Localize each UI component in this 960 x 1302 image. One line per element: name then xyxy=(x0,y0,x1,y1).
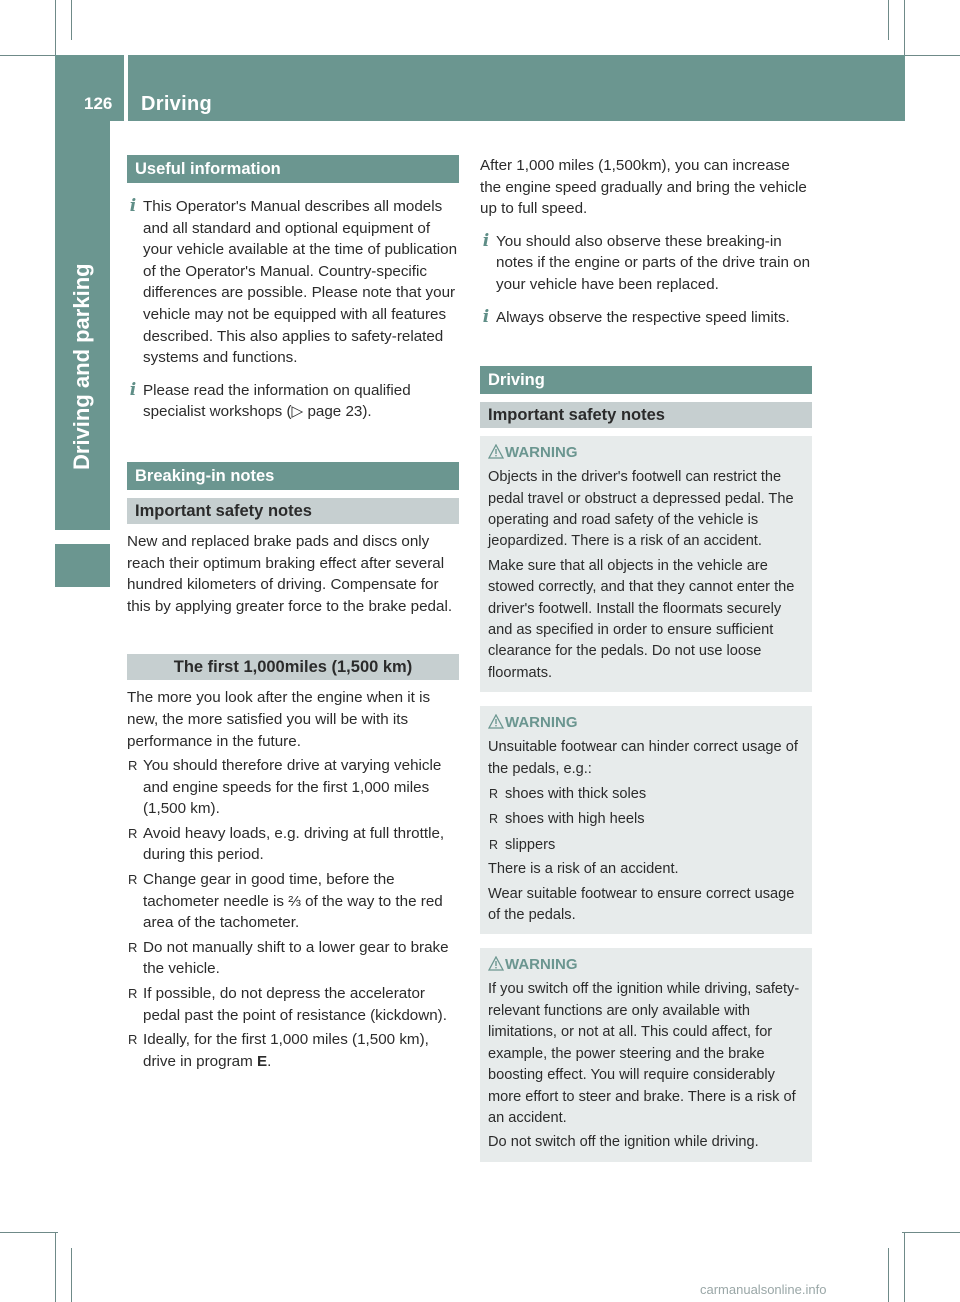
page-number: 126 xyxy=(84,94,113,113)
list-item: R You should therefore drive at varying vehicle and engine speeds for the first 1,000 miles (1,500 km). xyxy=(127,755,459,820)
warning-box xyxy=(480,436,812,692)
warning-text: There is a risk of an accident. xyxy=(488,861,679,878)
warning-text: Unsuitable footwear can hinder correct usage of the pedals, e.g.: xyxy=(488,739,798,777)
crop-mark xyxy=(888,1248,889,1302)
info-note-text: This Operator's Manual describes all models and all standard and optional equipment of your vehicle available at the time of publication of the Operator's Manual. Country-specific differences are possible. Please note that your vehicle may not be equipped with all features described. This also applies to safety-related systems and functions. xyxy=(143,198,458,367)
warning-text: If you switch off the ignition while driving, safety-relevant functions are only available with limitations, or not at all. This could affect, for example, the power steering and the brake boosting effect. You will require considerably more effort to steer and brake. There is a risk of an accident. xyxy=(488,981,800,1126)
info-note xyxy=(480,307,812,329)
warning-title xyxy=(488,442,804,464)
right-column xyxy=(480,155,812,1162)
info-note xyxy=(127,196,459,369)
footwear-list xyxy=(488,784,804,856)
crop-mark xyxy=(902,55,960,56)
crop-mark xyxy=(904,1232,905,1302)
warning-triangle-icon xyxy=(488,956,504,971)
warning-box xyxy=(480,948,812,1161)
info-icon: i xyxy=(129,379,137,400)
program-letter: E xyxy=(256,1052,268,1070)
warning-text: Make sure that all objects in the vehicle are stowed correctly, and that they cannot enter the driver's footwell. Install the floormats securely and as specified in order to ensure sufficient clearance for the pedals. Do not use loose floormats. xyxy=(488,557,795,681)
crop-mark xyxy=(71,0,72,40)
page-section-title: Driving xyxy=(141,93,212,115)
warning-triangle-icon xyxy=(488,714,504,729)
warning-text: Do not switch off the ignition while driving. xyxy=(488,1134,759,1151)
after-breaking-in-text: After 1,000 miles (1,500km), you can increase the engine speed gradually and bring the vehicle up to full speed. xyxy=(480,157,807,218)
crop-mark xyxy=(71,1248,72,1302)
left-column xyxy=(127,155,459,1075)
crop-mark xyxy=(888,0,889,40)
list-item: R Avoid heavy loads, e.g. driving at full throttle, during this period. xyxy=(127,823,459,866)
warning-title xyxy=(488,712,804,734)
first-miles-list xyxy=(127,755,459,1072)
warning-box xyxy=(480,706,812,934)
info-note xyxy=(127,380,459,423)
warning-text: Objects in the driver's footwell can restrict the pedal travel or obstruct a depressed pedal. The operating and road safety of the vehicle is jeopardized. There is a risk of an accident. xyxy=(488,469,794,550)
info-note xyxy=(480,231,812,296)
crop-mark xyxy=(904,0,905,58)
warning-title xyxy=(488,954,804,976)
list-item-text: Ideally, for the first 1,000 miles (1,500 km), drive in program xyxy=(143,1031,429,1070)
list-item: R Do not manually shift to a lower gear to brake the vehicle. xyxy=(127,937,459,980)
info-note-text: You should also observe these breaking-in notes if the engine or parts of the drive train on your vehicle have been replaced. xyxy=(496,232,811,293)
driving-heading: Driving xyxy=(480,366,812,394)
crop-mark xyxy=(0,55,58,56)
first-miles-heading: The first 1,000miles (1,500 km) xyxy=(127,654,459,680)
crop-mark xyxy=(55,0,56,58)
useful-info-heading: Useful information xyxy=(127,155,459,183)
watermark[interactable]: carmanualsonline.info xyxy=(700,1282,827,1297)
driving-safety-heading: Important safety notes xyxy=(480,402,812,428)
info-note-text: Always observe the respective speed limits. xyxy=(496,308,790,326)
warning-title-text: WARNING xyxy=(505,444,578,462)
info-note-text: Please read the information on qualified specialist workshops (▷ page 23). xyxy=(143,381,411,421)
list-item: R Change gear in good time, before the tachometer needle is ⅔ of the way to the red area of the tachometer. xyxy=(127,869,459,934)
list-item xyxy=(127,1029,459,1072)
crop-mark xyxy=(902,1232,960,1233)
crop-mark xyxy=(0,1232,58,1233)
side-tab-label: Driving and parking xyxy=(69,263,94,470)
crop-mark xyxy=(55,1232,56,1302)
info-icon: i xyxy=(482,306,490,327)
breaking-in-heading: Breaking-in notes xyxy=(127,462,459,490)
header-divider xyxy=(124,55,128,121)
warning-triangle-icon xyxy=(488,444,504,459)
breaking-in-safety-text: New and replaced brake pads and discs only reach their optimum braking effect after several hundred kilometers of driving. Compensate for this by applying greater force to the brake pedal. xyxy=(127,532,453,615)
info-icon: i xyxy=(482,230,490,251)
list-item: R shoes with high heels xyxy=(488,809,804,830)
list-item: R shoes with thick soles xyxy=(488,784,804,805)
info-icon: i xyxy=(129,196,137,216)
breaking-in-safety-heading: Important safety notes xyxy=(127,498,459,524)
warning-title-text: WARNING xyxy=(505,956,578,974)
warning-text: Wear suitable footwear to ensure correct usage of the pedals. xyxy=(488,885,795,924)
list-item: R If possible, do not depress the accelerator pedal past the point of resistance (kickdown). xyxy=(127,983,459,1026)
first-miles-text: The more you look after the engine when it is new, the more satisfied you will be with its performance in the future. xyxy=(127,689,431,750)
list-item-end: . xyxy=(267,1052,272,1070)
side-marker-block xyxy=(55,544,110,587)
warning-title-text: WARNING xyxy=(505,714,578,732)
list-item: R slippers xyxy=(488,835,804,856)
